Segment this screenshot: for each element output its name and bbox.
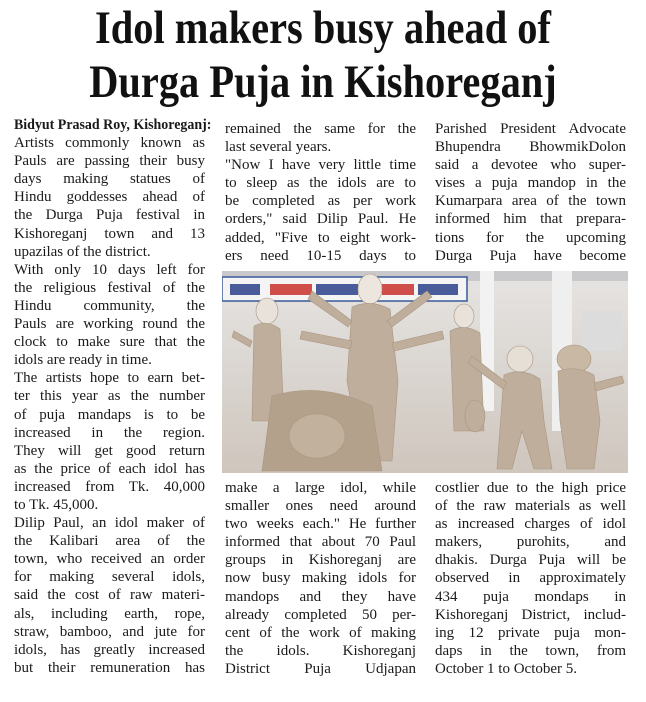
- article-text-line: October 1 to October 5.: [435, 660, 578, 677]
- article-text-line: Durga Puja have become: [435, 247, 626, 264]
- article-text-line: Bhupendra BhowmikDolon: [435, 139, 626, 156]
- article-text-line: Kishoreganj town and 13: [14, 225, 205, 242]
- article-text-line: the Durga Puja festival in: [14, 207, 205, 224]
- article-text-line: tions for the upcoming: [435, 229, 626, 246]
- article-text-line: ing 12 private puja mon-: [435, 624, 626, 641]
- article-text-line: remained the same for the: [225, 121, 416, 137]
- article-text-line: Kumarpara area of the town: [435, 193, 626, 210]
- article-text-line: Hindu community, the: [14, 297, 205, 314]
- article-text-line: straw, bamboo, and jute for: [14, 623, 205, 640]
- article-text-line: clock to make sure that the: [14, 334, 205, 351]
- article-text-line: District Puja Udjapan: [225, 660, 416, 677]
- article-text-line: as the price of each idol has: [14, 460, 205, 477]
- article-text-line: cent of the work of making: [225, 624, 416, 641]
- article-column-2-bottom: [225, 479, 416, 678]
- article-text-line: daps in the town, from: [435, 642, 626, 659]
- article-text-line: observed in approximately: [435, 570, 626, 587]
- article-text-line: The artists hope to earn bet-: [14, 370, 205, 387]
- article-text-line: the idols. Kishoreganj: [225, 642, 416, 659]
- article-column-3-bottom: [435, 479, 626, 678]
- article-text-line: upazilas of the district.: [14, 243, 151, 260]
- article-text-line: Pauls are passing their busy: [14, 153, 205, 170]
- headline-line-2: Durga Puja in Kishoreganj: [89, 56, 557, 108]
- article-text-line: now busy making idols for: [225, 570, 416, 587]
- article-text-line: informed him that prepara-: [435, 211, 626, 228]
- article-text-line: groups in Kishoreganj are: [225, 552, 416, 569]
- article-text-line: of the raw materials as well: [435, 498, 626, 515]
- article-text-line: smaller ones need around: [225, 498, 416, 515]
- article-text-line: the Kalibari area of the: [14, 533, 205, 550]
- idol-workshop-photo: [222, 271, 628, 473]
- article-text-line: idols are ready in time.: [14, 352, 152, 369]
- article-text-line: increased in the region.: [14, 424, 205, 441]
- article-text-line: ers need 10-15 days to: [225, 247, 416, 264]
- article-column-3-top: [435, 120, 626, 265]
- byline: Bidyut Prasad Roy, Kishoreganj:: [14, 117, 212, 133]
- article-text-line: increased from Tk. 40,000: [14, 478, 205, 495]
- article-text-line: said the cost of raw materi-: [14, 587, 205, 604]
- article-text-line: Kishoreganj District, includ-: [435, 606, 626, 623]
- article-text-line: Hindu goddesses ahead of: [14, 189, 205, 206]
- article-text-line: to Tk. 45,000.: [14, 496, 99, 513]
- article-text-line: but their remuneration has: [14, 659, 205, 676]
- headline-line-1: Idol makers busy ahead of: [95, 2, 551, 54]
- article-text-line: orders," said Dilip Paul. He: [225, 211, 416, 228]
- article-text-line: added, "Five to eight work-: [225, 229, 416, 246]
- article-text-line: vises a puja mandop in the: [435, 175, 626, 192]
- article-text-line: to sleep as the idols are to: [225, 175, 416, 192]
- article-text-line: for making several idols,: [14, 569, 205, 586]
- article-text-line: 434 puja mondaps in: [435, 588, 626, 605]
- article-text-line: make a large idol, while: [225, 480, 416, 496]
- article-text-line: be completed as per work: [225, 193, 416, 210]
- article-text-line: the religious festival of the: [14, 279, 205, 296]
- article-text-line: already completed 50 per-: [225, 606, 416, 623]
- article-text-line: costlier due to the high price: [435, 480, 626, 496]
- article-text-line: said a devotee who super-: [435, 157, 626, 174]
- article-text-line: ter this year as the number: [14, 388, 205, 405]
- article-text-line: als, including earth, rope,: [14, 605, 205, 622]
- article-text-line: makers, purohits, and: [435, 534, 626, 551]
- article-text-line: town, who received an order: [14, 551, 205, 568]
- article-text-line: Parished President Advocate: [435, 121, 626, 137]
- article-text-line: informed that about 70 Paul: [225, 534, 416, 551]
- article-column-1: [14, 116, 212, 677]
- article-text-line: They will get good return: [14, 442, 205, 459]
- article-text-line: Pauls are working round the: [14, 316, 205, 333]
- article-text-line: as increased charges of idol: [435, 516, 626, 533]
- article-text-line: idols, has greatly increased: [14, 641, 205, 658]
- article-text-line: dhakis. Durga Puja will be: [435, 552, 626, 569]
- article-text-line: last several years.: [225, 139, 332, 156]
- article-text-line: "Now I have very little time: [225, 157, 416, 174]
- article-text-line: Artists commonly known as: [14, 135, 205, 152]
- article-text-line: mandops and they have: [225, 588, 416, 605]
- article-text-line: Dilip Paul, an idol maker of: [14, 515, 205, 532]
- article-text-line: of puja mandaps is to be: [14, 406, 205, 423]
- article-text-line: days making statues of: [14, 171, 205, 188]
- article-text-line: With only 10 days left for: [14, 261, 205, 278]
- article-text-line: two weeks each." He further: [225, 516, 416, 533]
- article-column-2-top: [225, 120, 416, 265]
